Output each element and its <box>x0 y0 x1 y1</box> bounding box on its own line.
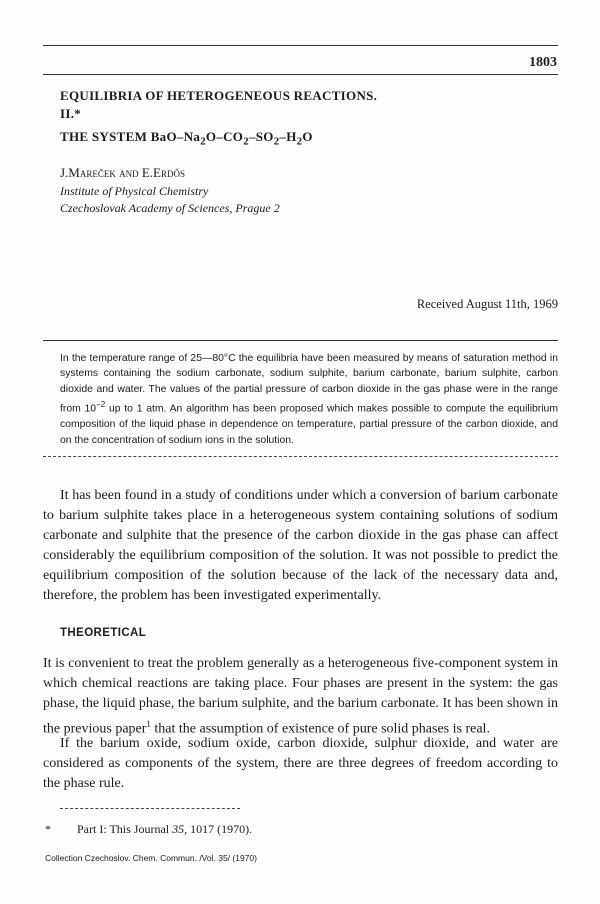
affiliation-institute: Institute of Physical Chemistry <box>60 184 209 198</box>
header-rule <box>43 45 558 46</box>
abstract: In the temperature range of 25—80°C the equilibria have been measured by means of saturation method in systems containing the sodium carbonate, sodium sulphite, barium carbonate, barium sulphite, carbon dioxide and water. The values of the partial pressure of carbon dioxide in the gas phase were in the range from $10^{-2}$ up to 1 atm. An algorithm has been proposed which makes possible to compute the equilibrium composition of the liquid phase in dependence on temperature, partial pressure of the carbon dioxide, and on the concentration of sodium ions in the solution. <box>60 353 558 446</box>
header-bottom-rule <box>43 74 558 75</box>
intro-paragraph: It has been found in a study of conditions under which a conversion of barium carbonate to barium sulphite takes place in a heterogeneous system containing solutions of sodium carbonate and sulphite that the presence of the carbon dioxide in the gas phase can affect considerably the equilibrium composition of the solution. It was not possible to predict the equilibrium composition of the solution because of the lack of the necessary data and, therefore, the problem has been investigated experimentally. <box>43 488 558 603</box>
received-date: Received August 11th, 1969 <box>416 297 558 311</box>
journal-footer: Collection Czechoslov. Chem. Commun. /Vol. 35/ (1970) <box>45 853 257 863</box>
abstract-top-rule <box>43 340 558 341</box>
authors: J.Mareček and E.Erdős <box>60 165 186 180</box>
theory-paragraph-1: It is convenient to treat the problem generally as a heterogeneous five-component system in which chemical reactions are taking place. Four phases are present in the system: the gas phase, the liquid phase, the barium sulphite, and the barium carbonate. It has been shown in the previous paper$^1$ that the assumption of existence of pure solid phases is real. <box>43 656 558 737</box>
affiliation-academy: Czechoslovak Academy of Sciences, Prague 2 <box>60 201 280 215</box>
article-title: EQUILIBRIA OF HETEROGENEOUS REACTIONS. II.* <box>60 88 378 121</box>
footnote-rule <box>60 808 240 809</box>
article-subtitle: THE SYSTEM BaO–$Na_2O-CO_2-SO_2-H_2O$ <box>60 129 313 148</box>
footnote: * Part I: This Journal 35, 1017 (1970). <box>45 822 253 836</box>
section-heading-theoretical: THEORETICAL <box>60 627 147 639</box>
abstract-bottom-rule <box>43 456 558 457</box>
theory-paragraph-2: If the barium oxide, sodium oxide, carbon dioxide, sulphur dioxide, and water are considered as components of the system, there are three degrees of freedom according to the phase rule. <box>43 736 558 791</box>
page-number: 1803 <box>529 55 557 70</box>
footnote-mark: * <box>45 822 51 836</box>
